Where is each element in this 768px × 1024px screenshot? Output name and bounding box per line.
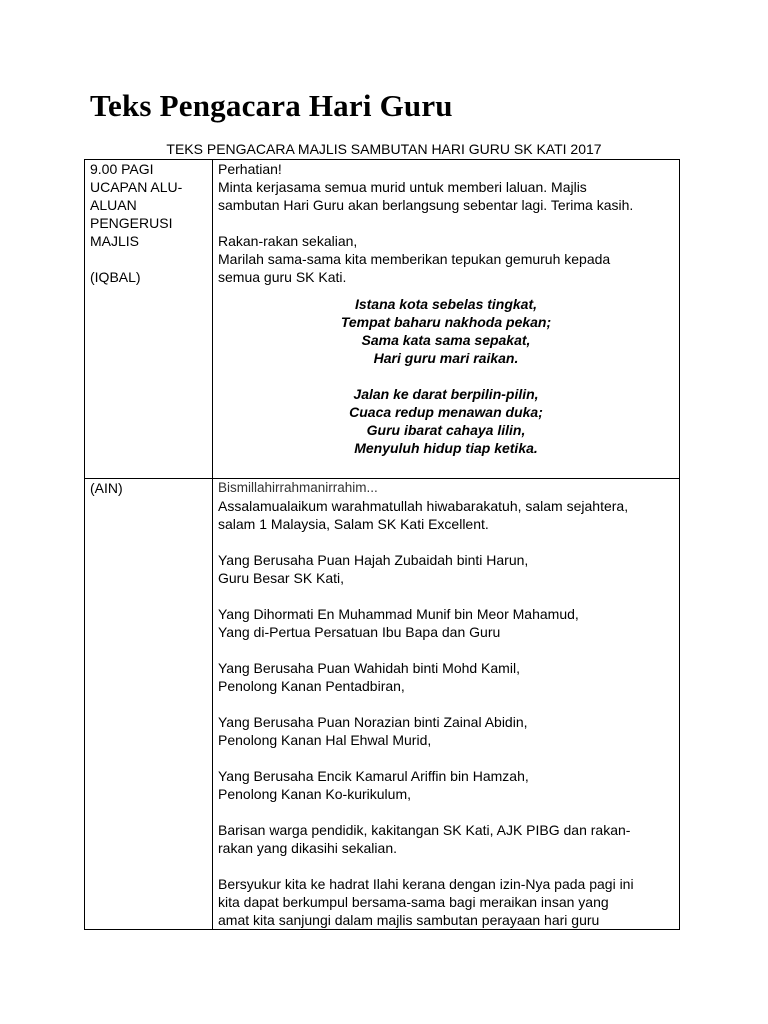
script-line: amat kita sanjungi dalam majlis sambutan perayaan hari guru: [218, 912, 600, 928]
pantun-verse: [218, 385, 674, 457]
script-line: rakan yang dikasihi sekalian.: [218, 840, 397, 856]
speaker-line: 9.00 PAGI: [90, 161, 154, 177]
script-line: Yang Berusaha Puan Norazian binti Zainal Abidin,: [218, 714, 528, 730]
script-line: Barisan warga pendidik, kakitangan SK Kati, AJK PIBG dan rakan-: [218, 822, 631, 838]
script-line: Assalamualaikum warahmatullah hiwabarakatuh, salam sejahtera,: [218, 498, 629, 514]
script-line: Marilah sama-sama kita memberikan tepukan gemuruh kepada: [218, 251, 611, 267]
script-line: Penolong Kanan Ko-kurikulum,: [218, 786, 412, 802]
script-line: Yang Berusaha Encik Kamarul Ariffin bin Hamzah,: [218, 768, 529, 784]
pantun-line: Istana kota sebelas tingkat,: [354, 296, 538, 312]
document-title: Teks Pengacara Hari Guru: [90, 88, 453, 123]
script-paragraph: [218, 160, 674, 214]
script-paragraph: [218, 479, 674, 533]
pantun-line: Menyuluh hidup tiap ketika.: [354, 440, 538, 456]
speaker-line: PENGERUSI: [90, 215, 173, 231]
script-line: Yang Berusaha Puan Hajah Zubaidah binti Harun,: [218, 552, 529, 568]
script-line: kita dapat berkumpul bersama-sama bagi meraikan insan yang: [218, 894, 609, 910]
document-subtitle: TEKS PENGACARA MAJLIS SAMBUTAN HARI GURU SK KATI 2017: [166, 141, 602, 157]
script-line: Yang Dihormati En Muhammad Munif bin Meor Mahamud,: [218, 606, 579, 622]
script-cell: [213, 160, 680, 479]
pantun-line: Sama kata sama sepakat,: [361, 332, 531, 348]
script-table: [84, 159, 680, 930]
table-row: [85, 160, 680, 479]
dignitary-paragraph: [218, 767, 674, 803]
pantun-line: Hari guru mari raikan.: [373, 350, 519, 366]
dignitary-paragraph: [218, 605, 674, 641]
script-line: Perhatian!: [218, 161, 282, 177]
script-line: Penolong Kanan Pentadbiran,: [218, 678, 405, 694]
basmalah-line: Bismillahirrahmanirrahim...: [218, 480, 378, 495]
speaker-cell: [85, 479, 213, 930]
script-line: Yang Berusaha Puan Wahidah binti Mohd Kamil,: [218, 660, 520, 676]
script-paragraph: [218, 821, 674, 857]
dignitary-paragraph: [218, 713, 674, 749]
dignitary-paragraph: [218, 659, 674, 695]
pantun-line: Jalan ke darat berpilin-pilin,: [353, 386, 539, 402]
speaker-line: UCAPAN ALU-: [90, 179, 183, 195]
script-paragraph: [218, 232, 674, 286]
script-paragraph: [218, 875, 674, 929]
script-line: Yang di-Pertua Persatuan Ibu Bapa dan Guru: [218, 624, 501, 640]
script-line: Minta kerjasama semua murid untuk memberi laluan. Majlis: [218, 179, 587, 195]
script-line: sambutan Hari Guru akan berlangsung sebentar lagi. Terima kasih.: [218, 197, 634, 213]
script-line: Bersyukur kita ke hadrat Ilahi kerana dengan izin-Nya pada pagi ini: [218, 876, 634, 892]
pantun-line: Tempat baharu nakhoda pekan;: [340, 314, 552, 330]
script-line: Penolong Kanan Hal Ehwal Murid,: [218, 732, 432, 748]
speaker-line: ALUAN: [90, 197, 137, 213]
speaker-name: (IQBAL): [90, 269, 141, 285]
dignitary-paragraph: [218, 551, 674, 587]
speaker-cell: [85, 160, 213, 479]
script-line: Rakan-rakan sekalian,: [218, 233, 358, 249]
script-line: Guru Besar SK Kati,: [218, 570, 345, 586]
script-line: salam 1 Malaysia, Salam SK Kati Excellent.: [218, 516, 489, 532]
speaker-name: (AIN): [90, 480, 123, 496]
script-line: semua guru SK Kati.: [218, 269, 347, 285]
table-row: [85, 479, 680, 930]
speaker-line: MAJLIS: [90, 233, 140, 249]
pantun-verse: [218, 295, 674, 367]
pantun-line: Cuaca redup menawan duka;: [349, 404, 543, 420]
script-cell: [213, 479, 680, 930]
pantun-line: Guru ibarat cahaya lilin,: [366, 422, 526, 438]
